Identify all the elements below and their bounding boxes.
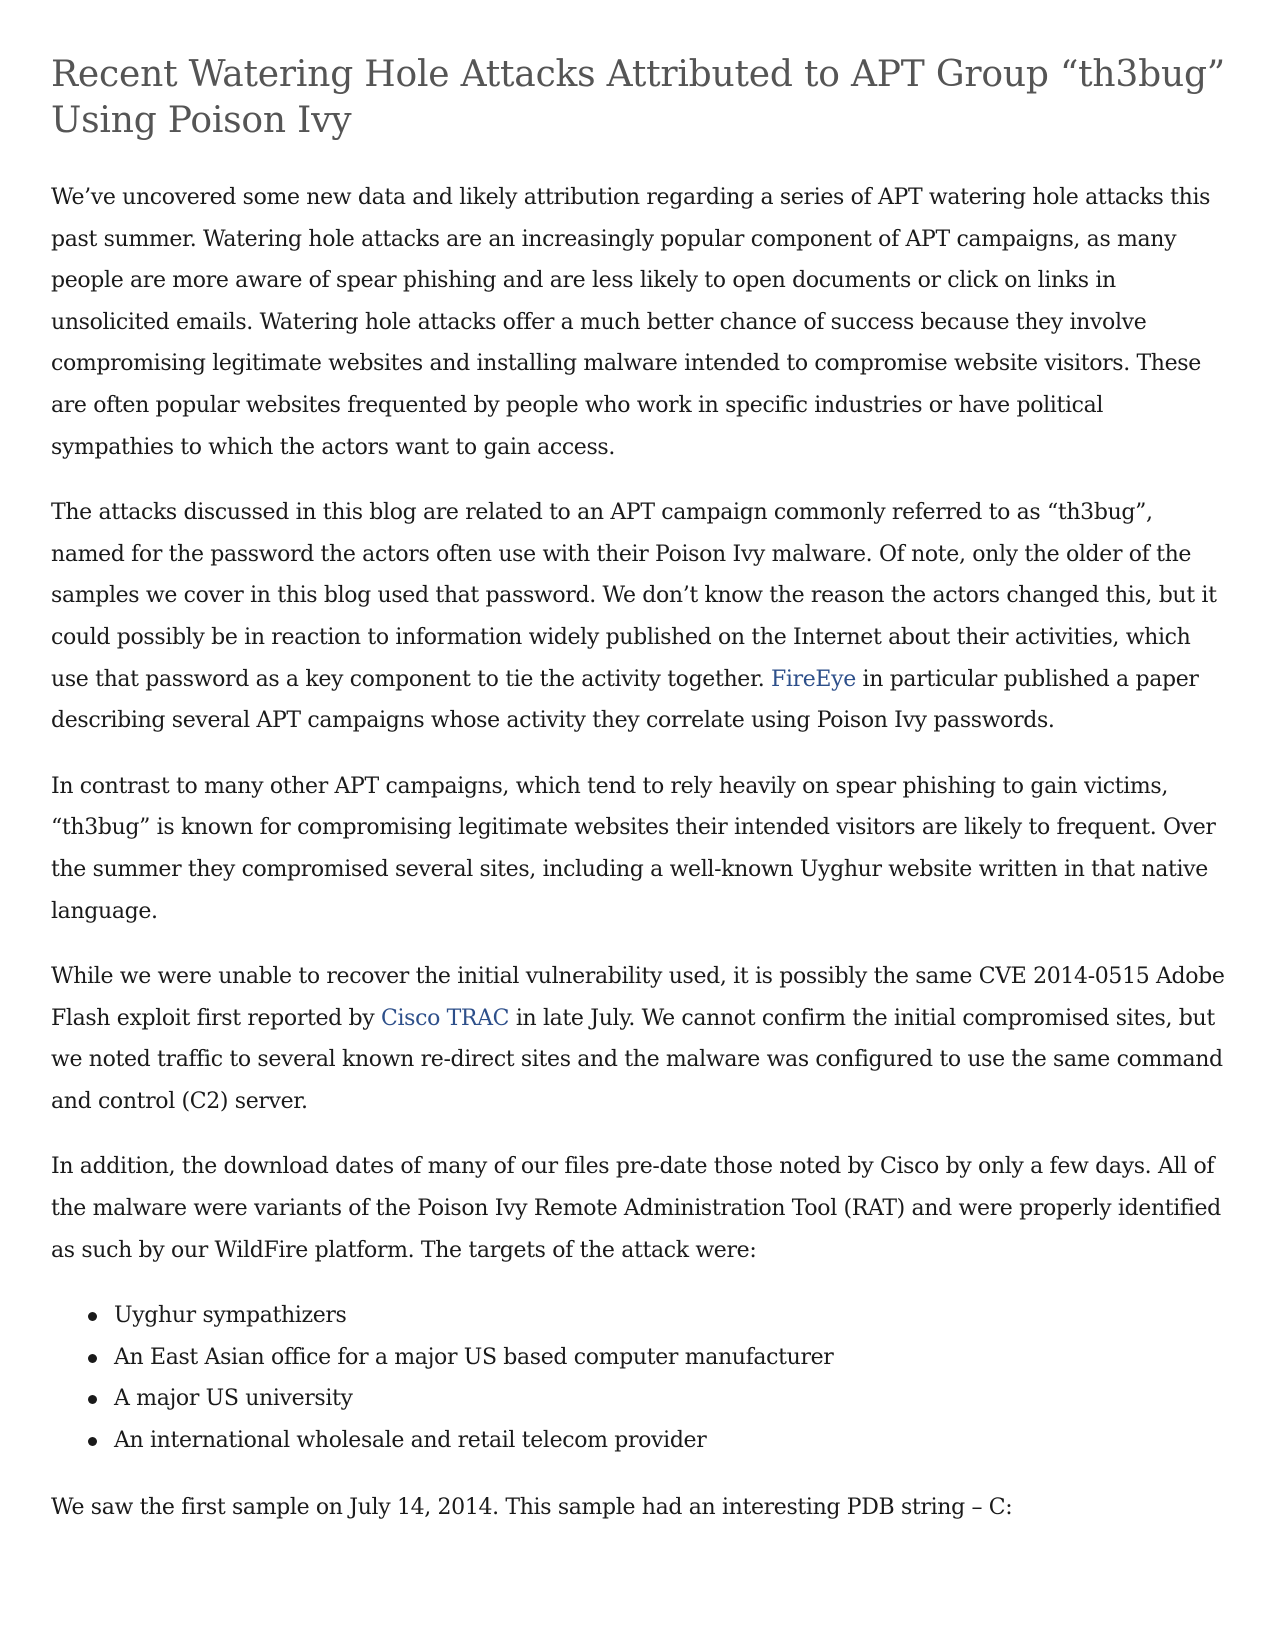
- paragraph-vulnerability: [51, 956, 1231, 1122]
- bullet-icon: [88, 1354, 97, 1363]
- target-text: A major US university: [114, 1386, 353, 1412]
- paragraph-vulnerability-text-after: in late July. We cannot confirm the initial compromised sites, but we noted traffic to several known re-direct sites and the malware was configured to use the same command and control (C2) server.: [51, 1005, 1223, 1114]
- list-item: [114, 1337, 1231, 1379]
- fireeye-link[interactable]: FireEye: [771, 666, 856, 692]
- article-title: Recent Watering Hole Attacks Attributed to APT Group “th3bug” Using Poison Ivy: [51, 54, 1225, 141]
- paragraph-th3bug-text-before: The attacks discussed in this blog are related to an APT campaign commonly referred to as “th3bug”, named for the password the actors often use with their Poison Ivy malware. Of note, only the older of the samples we cover in this blog used that password. We don’t know the reason the actors changed this, but it could possibly be in reaction to information widely published on the Internet about their activities, which use that password as a key component to tie the activity together.: [51, 500, 1217, 692]
- paragraph-vulnerability-text-before: While we were unable to recover the initial vulnerability used, it is possibly the same CVE 2014-0515 Adobe Flash exploit first reported by: [51, 964, 1225, 1031]
- targets-list: [51, 1295, 1231, 1461]
- bullet-icon: [88, 1395, 97, 1404]
- target-text: Uyghur sympathizers: [114, 1303, 347, 1329]
- paragraph-th3bug: [51, 492, 1231, 742]
- paragraph-first-sample: We saw the first sample on July 14, 2014. This sample had an interesting PDB string – C:: [51, 1494, 1013, 1520]
- list-item: [114, 1295, 1231, 1337]
- paragraph-download-dates: In addition, the download dates of many of our files pre-date those noted by Cisco by only a few days. All of the malware were variants of the Poison Ivy Remote Administration Tool (RAT) and were properly identified as such by our WildFire platform. The targets of the attack were:: [51, 1154, 1221, 1263]
- article: [51, 52, 1231, 1552]
- paragraph-contrast: In contrast to many other APT campaigns, which tend to rely heavily on spear phishing to gain victims, “th3bug” is known for compromising legitimate websites their intended visitors are likely to frequent. Over the summer they compromised several sites, including a well-known Uyghur website written in that native language.: [51, 773, 1216, 924]
- target-text: An East Asian office for a major US based computer manufacturer: [114, 1344, 834, 1370]
- list-item: [114, 1420, 1231, 1462]
- list-item: [114, 1378, 1231, 1420]
- cisco-trac-link[interactable]: Cisco TRAC: [380, 1005, 510, 1031]
- target-text: An international wholesale and retail telecom provider: [114, 1428, 707, 1454]
- bullet-icon: [88, 1437, 97, 1446]
- paragraph-intro: We’ve uncovered some new data and likely attribution regarding a series of APT watering hole attacks this past summer. Watering hole attacks are an increasingly popular component of APT campaigns, as many people are more aware of spear phishing and are less likely to open documents or click on links in unsolicited emails. Watering hole attacks offer a much better chance of success because they involve compromising legitimate websites and installing malware intended to compromise website visitors. These are often popular websites frequented by people who work in specific industries or have political sympathies to which the actors want to gain access.: [51, 185, 1211, 460]
- paragraph-th3bug-text-after: in particular published a paper describing several APT campaigns whose activity they correlate using Poison Ivy passwords.: [51, 666, 1199, 734]
- bullet-icon: [88, 1312, 97, 1321]
